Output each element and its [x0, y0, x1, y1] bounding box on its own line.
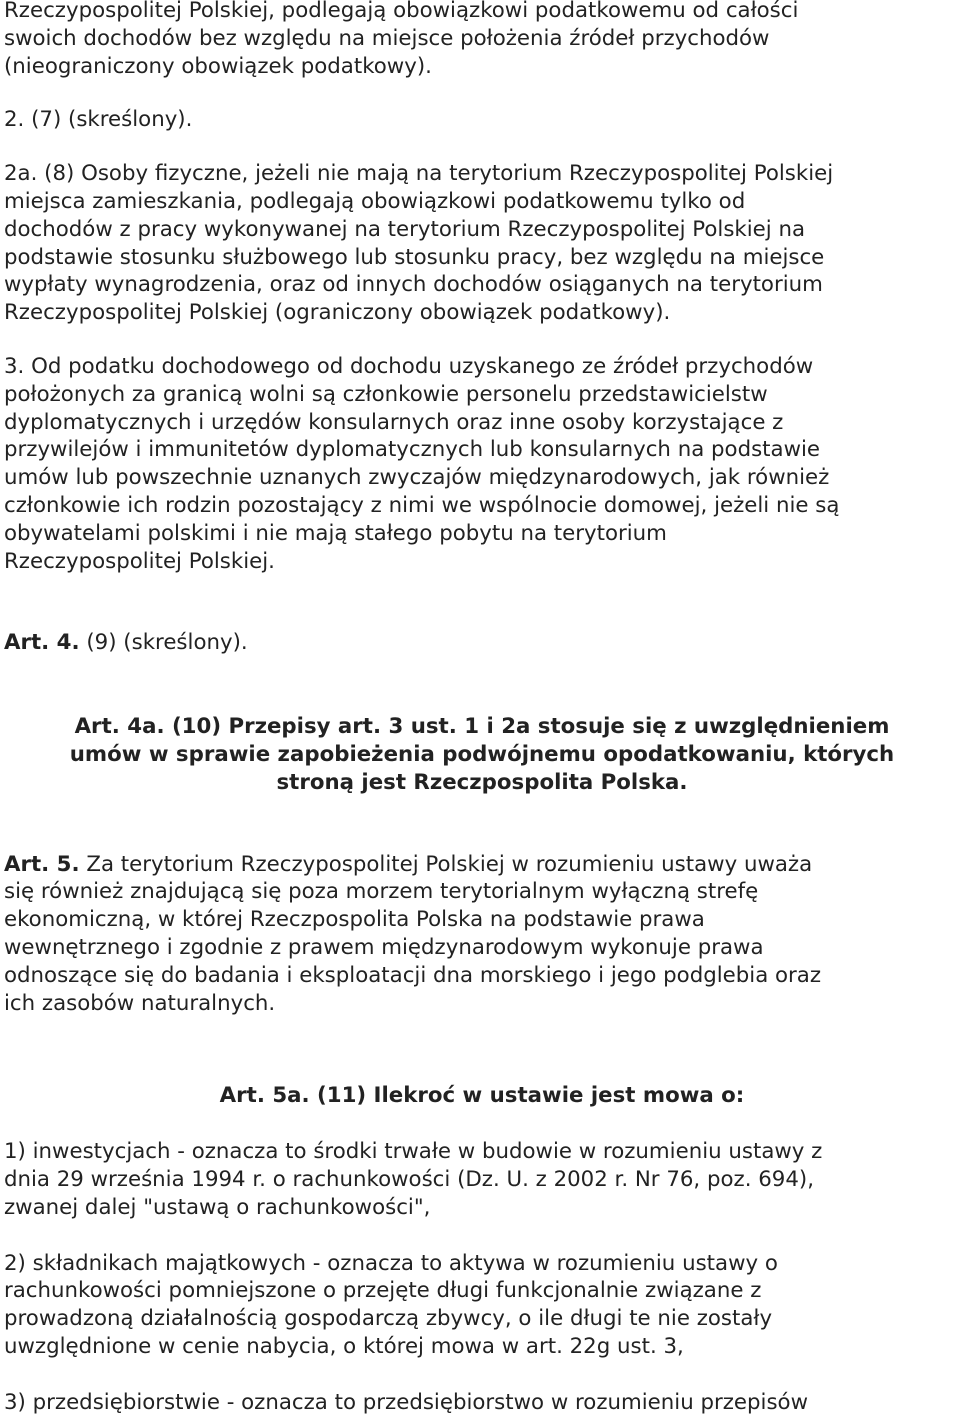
article-4a: [4, 713, 960, 796]
text-line: 2a. (8) Osoby fizyczne, jeżeli nie mają na terytorium Rzeczypospolitej Polskiej: [4, 161, 834, 187]
text-line: wypłaty wynagrodzenia, oraz od innych dochodów osiąganych na terytorium: [4, 272, 823, 298]
article-4-label: Art. 4.: [4, 630, 80, 656]
text-line: (nieograniczony obowiązek podatkowy).: [4, 53, 432, 79]
definition-item: [4, 1250, 960, 1361]
article-3-section-1-continuation: [4, 0, 960, 80]
text-line: dochodów z pracy wykonywanej na terytorium Rzeczypospolitej Polskiej na: [4, 216, 806, 242]
text-line: rachunkowości pomniejszone o przejęte długi funkcjonalnie związane z: [4, 1278, 762, 1304]
text-line: położonych za granicą wolni są członkowie personelu przedstawicielstw: [4, 381, 768, 407]
text-line: uwzględnione w cenie nabycia, o której mowa w art. 22g ust. 3,: [4, 1333, 684, 1359]
text-line: dyplomatycznych i urzędów konsularnych oraz inne osoby korzystające z: [4, 409, 784, 435]
article-4: [4, 629, 960, 657]
text-line: ich zasobów naturalnych.: [4, 990, 276, 1016]
text-line: prowadzoną działalnością gospodarczą zbywcy, o ile długi te nie zostały: [4, 1306, 773, 1332]
text-line: podstawie stosunku służbowego lub stosunku pracy, bez względu na miejsce: [4, 244, 825, 270]
definition-item: [4, 1389, 960, 1417]
text-line: Rzeczypospolitej Polskiej (ograniczony obowiązek podatkowy).: [4, 300, 671, 326]
article-4-text: (9) (skreślony).: [79, 630, 248, 656]
article-3-item-3: [4, 353, 960, 575]
article-5-label: Art. 5.: [4, 851, 80, 877]
article-3-item-2a: [4, 160, 960, 327]
text-line: 3. Od podatku dochodowego od dochodu uzyskanego ze źródeł przychodów: [4, 353, 814, 379]
text-line: Art. 4a. (10) Przepisy art. 3 ust. 1 i 2a stosuje się z uwzględnieniem: [74, 714, 890, 740]
text-line: zwanej dalej "ustawą o rachunkowości",: [4, 1194, 431, 1220]
text-line: 2) składnikach majątkowych - oznacza to aktywa w rozumieniu ustawy o: [4, 1250, 778, 1276]
text-line: umów lub powszechnie uznanych zwyczajów międzynarodowych, jak również: [4, 465, 830, 491]
text-line: wewnętrznego i zgodnie z prawem międzynarodowym wykonuje prawa: [4, 934, 764, 960]
definition-item: [4, 1138, 960, 1221]
text-line: przywilejów i immunitetów dyplomatycznych lub konsularnych na podstawie: [4, 437, 821, 463]
document-page: [4, 0, 960, 1416]
text-line: członkowie ich rodzin pozostający z nimi we wspólnocie domowej, jeżeli nie są: [4, 492, 840, 518]
text-line: stroną jest Rzeczpospolita Polska.: [276, 769, 688, 795]
text-line: odnoszące się do badania i eksploatacji dna morskiego i jego podglebia oraz: [4, 962, 822, 988]
text-line: swoich dochodów bez względu na miejsce położenia źródeł przychodów: [4, 25, 770, 51]
text-line: 3) przedsiębiorstwie - oznacza to przedsiębiorstwo w rozumieniu przepisów: [4, 1389, 808, 1415]
text-line: Rzeczypospolitej Polskiej.: [4, 548, 275, 574]
text-line: miejsca zamieszkania, podlegają obowiązkowi podatkowemu tylko od: [4, 188, 746, 214]
text-line: się również znajdującą się poza morzem terytorialnym wyłączną strefę: [4, 879, 759, 905]
text-line: obywatelami polskimi i nie mają stałego pobytu na terytorium: [4, 520, 667, 546]
text-line: ekonomiczną, w której Rzeczpospolita Polska na podstawie prawa: [4, 907, 705, 933]
article-5: [4, 851, 960, 1018]
text-line: dnia 29 września 1994 r. o rachunkowości (Dz. U. z 2002 r. Nr 76, poz. 694),: [4, 1166, 814, 1192]
article-5a-heading: Art. 5a. (11) Ilekroć w ustawie jest mowa o:: [219, 1083, 745, 1109]
text-line: [4, 851, 960, 879]
article-5-first-line: Za terytorium Rzeczypospolitej Polskiej w rozumieniu ustawy uważa: [79, 851, 813, 877]
article-3-item-2: 2. (7) (skreślony).: [4, 107, 193, 133]
text-line: umów w sprawie zapobieżenia podwójnemu opodatkowaniu, których: [69, 741, 895, 767]
text-line: Rzeczypospolitej Polskiej, podlegają obowiązkowi podatkowemu od całości: [4, 0, 799, 23]
text-line: 1) inwestycjach - oznacza to środki trwałe w budowie w rozumieniu ustawy z: [4, 1139, 823, 1165]
